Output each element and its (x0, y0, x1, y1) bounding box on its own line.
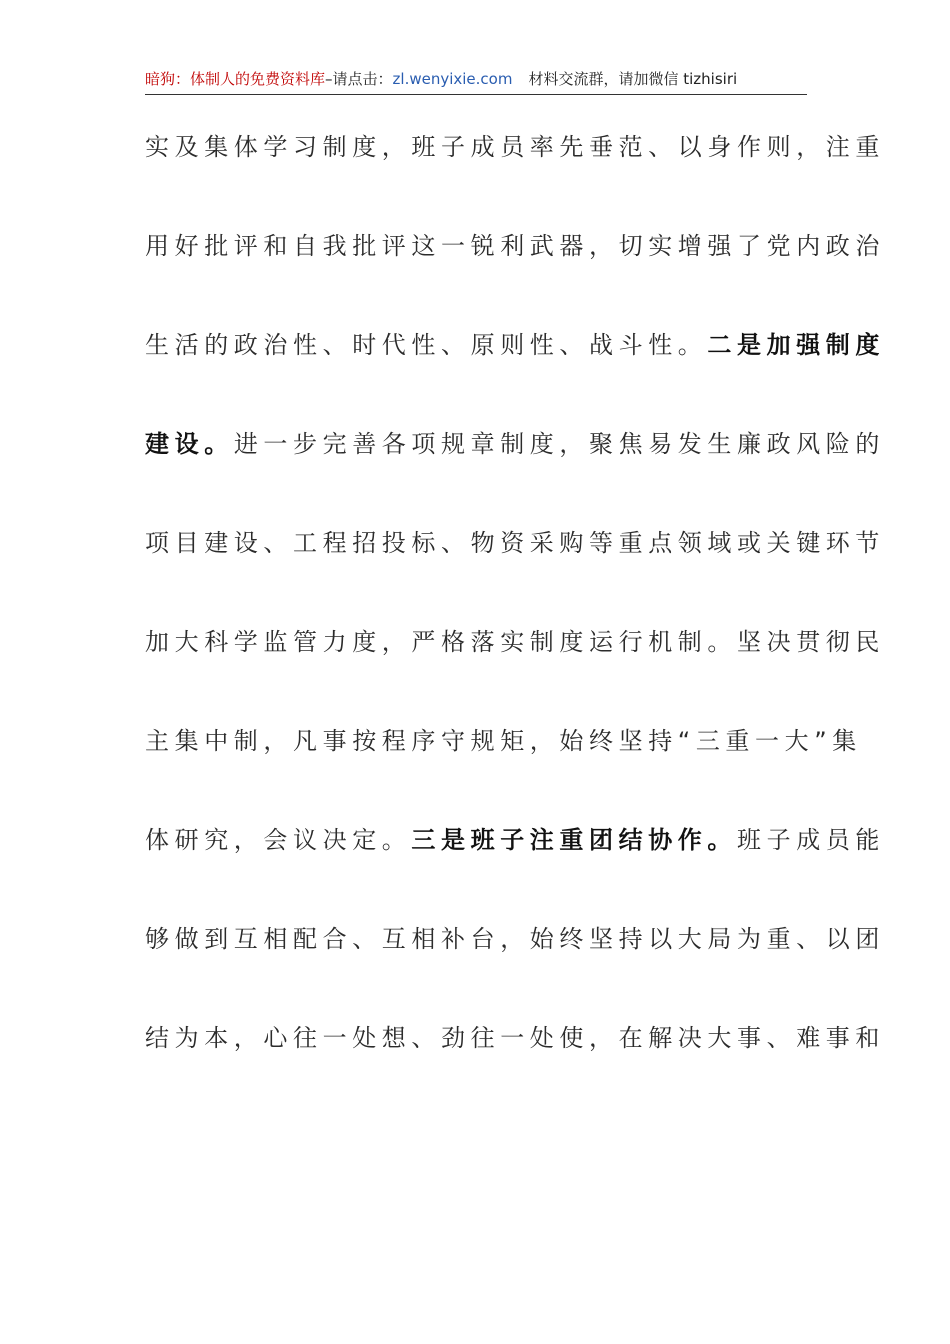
text-line: 生活的政治性、时代性、原则性、战斗性。二是加强制度 (145, 331, 886, 359)
text-line: 结为本，心往一处想、劲往一处使，在解决大事、难事和 (145, 1024, 885, 1052)
page-header (145, 68, 807, 95)
section-heading-2: 二是加强制度 (707, 331, 886, 359)
section-heading-2-end: 建设。 (145, 430, 234, 458)
section-heading-3: 三是班子注重团结协作。 (411, 826, 738, 854)
text-line: 用好批评和自我批评这一锐利武器，切实增强了党内政治 (145, 232, 885, 260)
text-line: 体研究，会议决定。三是班子注重团结协作。班子成员能 (145, 826, 886, 854)
text-line: 主集中制，凡事按程序守规矩，始终坚持“三重一大”集 (145, 727, 862, 755)
header-group-note: 材料交流群，请加微信 tizhisiri (528, 70, 738, 88)
document-body (145, 118, 886, 1108)
header-link-lead: –请点击： (325, 70, 393, 88)
header-brand: 暗狗：体制人的免费资料库 (145, 70, 326, 88)
text-line: 实及集体学习制度，班子成员率先垂范、以身作则，注重 (145, 133, 885, 161)
text-line: 够做到互相配合、互相补台，始终坚持以大局为重、以团 (145, 925, 885, 953)
header-url-link[interactable]: zl.wenyixie.com (392, 70, 513, 88)
text-line: 建设。进一步完善各项规章制度，聚焦易发生廉政风险的 (145, 430, 886, 458)
text-line: 加大科学监管力度，严格落实制度运行机制。坚决贯彻民 (145, 628, 885, 656)
text-line: 项目建设、工程招投标、物资采购等重点领域或关键环节 (145, 529, 885, 557)
